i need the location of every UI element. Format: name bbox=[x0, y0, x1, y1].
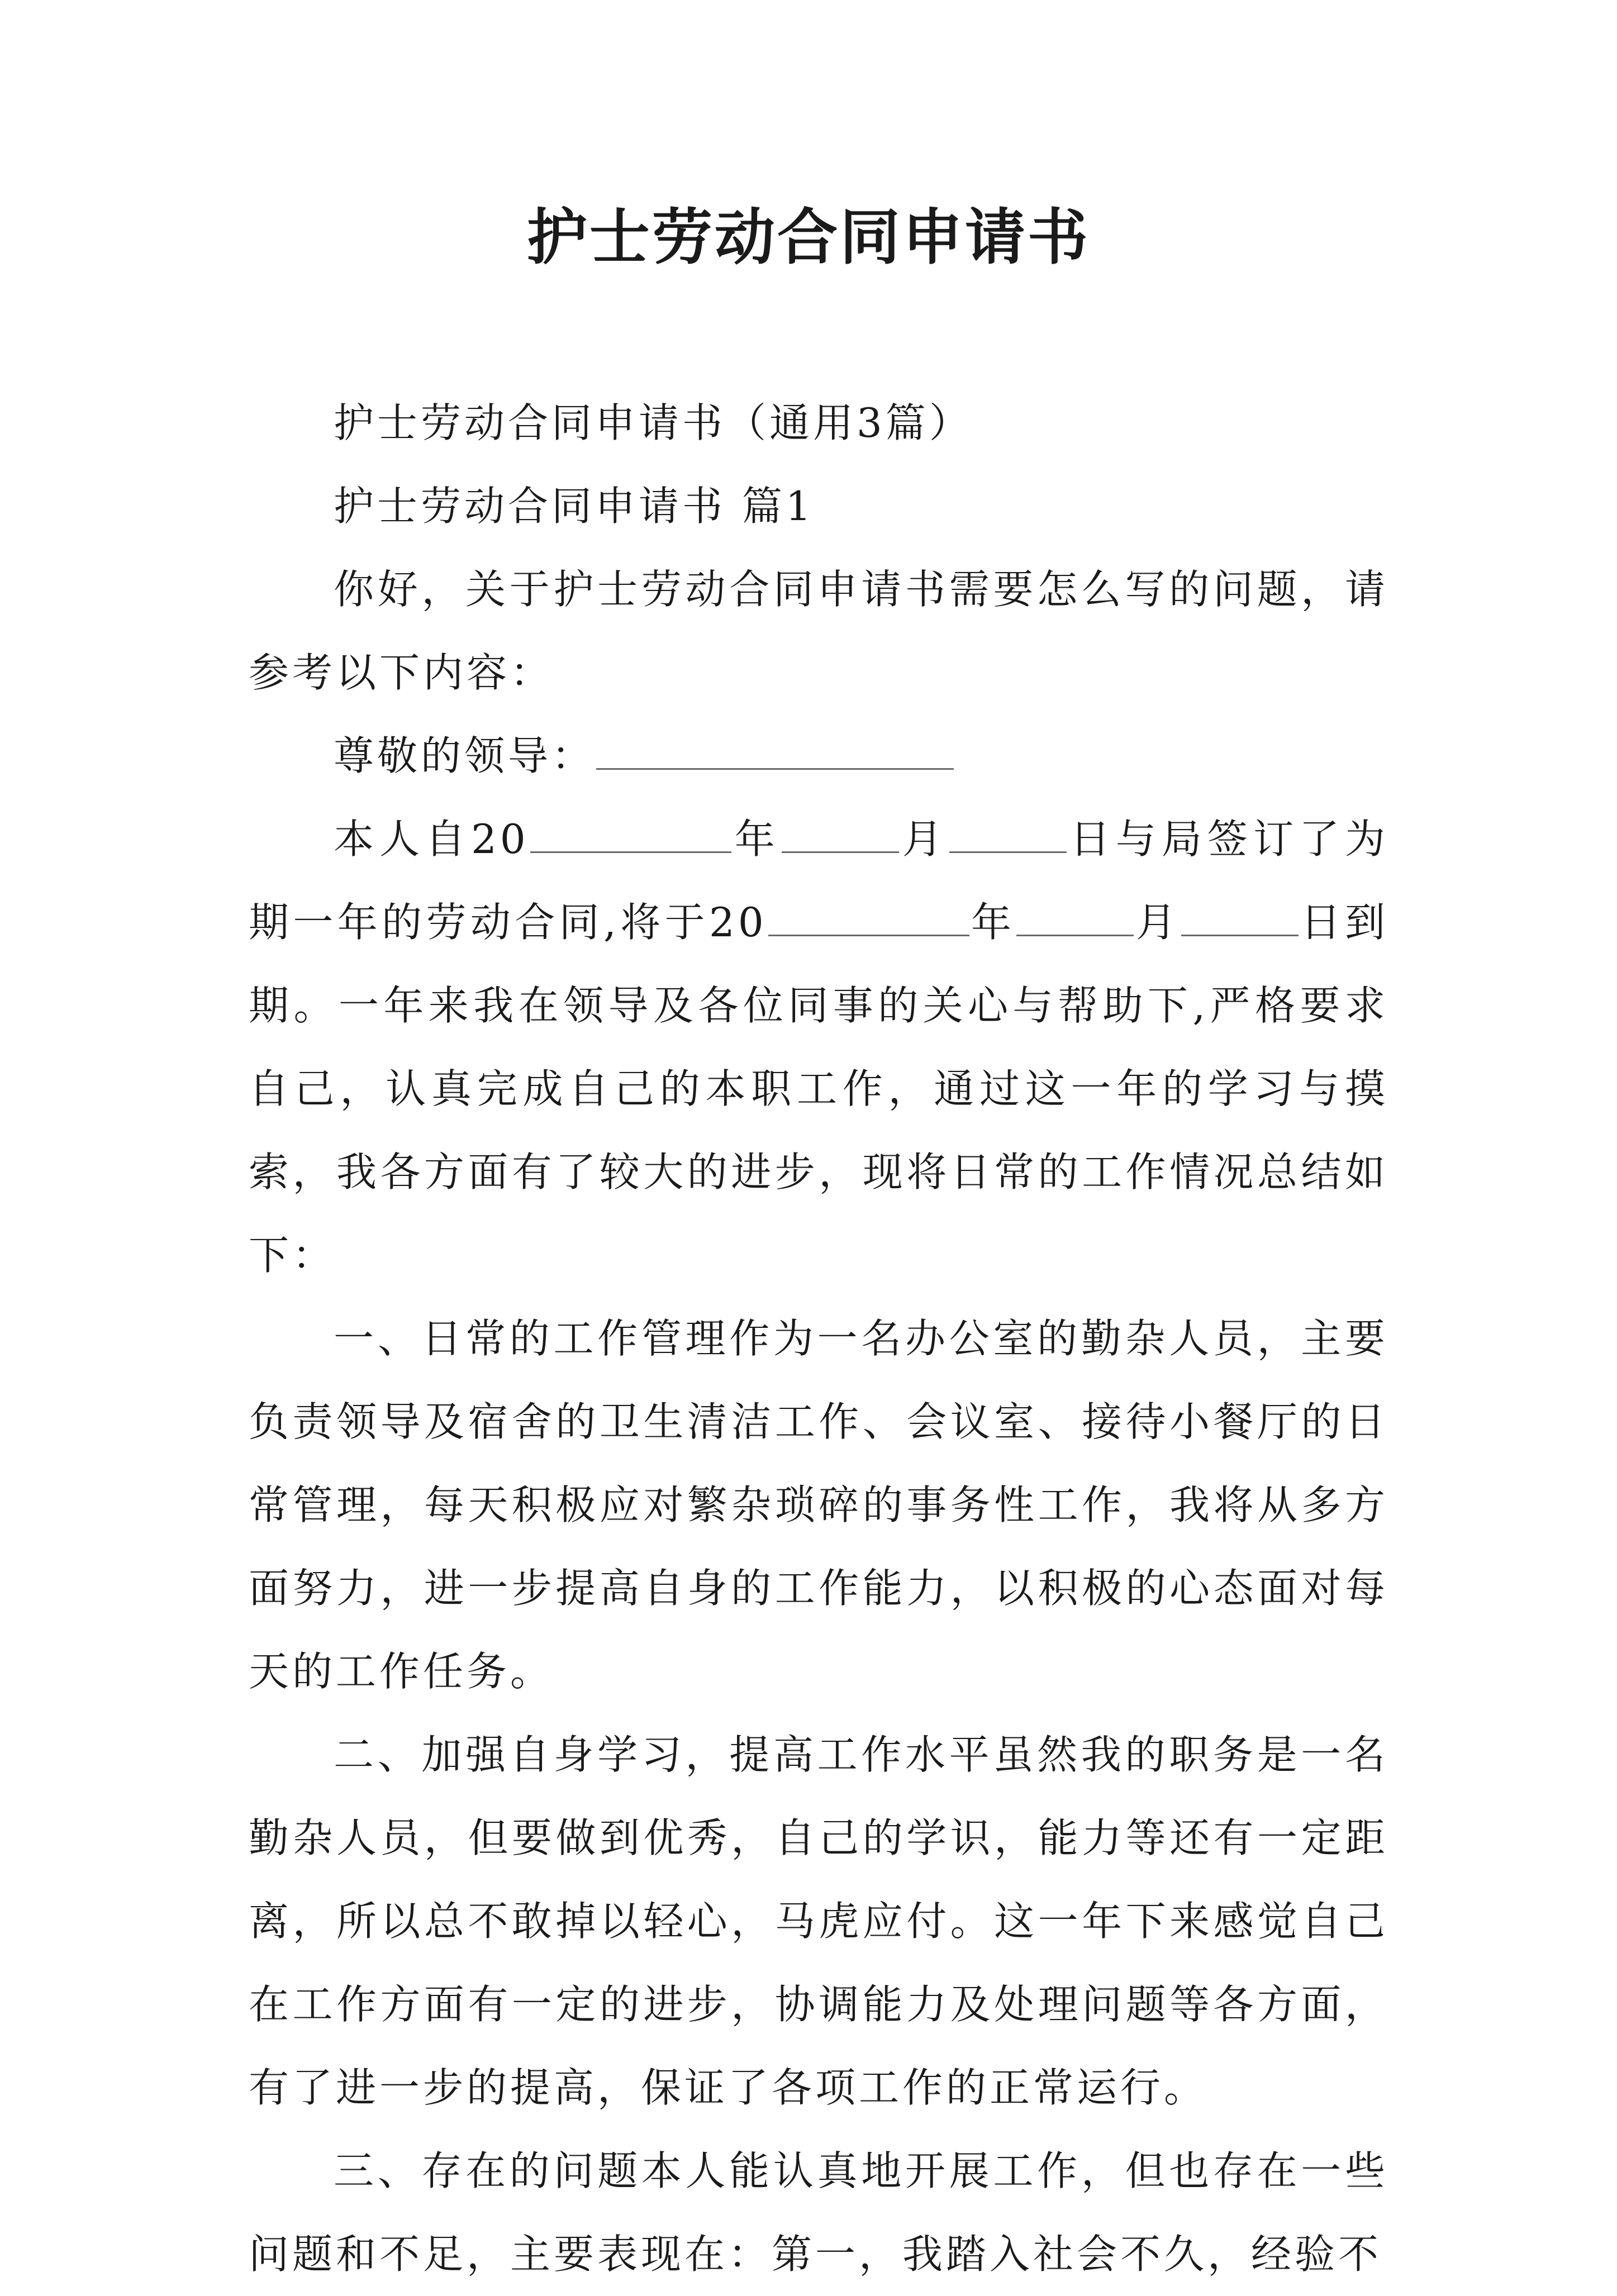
section-three-paragraph: 三、存在的问题本人能认真地开展工作，但也存在一些问题和不足，主要表现在：第一，我踏入社会不久，经验不 bbox=[249, 2147, 1388, 2278]
salutation-text: 尊敬的领导： bbox=[334, 732, 596, 779]
contract-text-6: 月 bbox=[1135, 899, 1181, 946]
contract-text-2: 年 bbox=[732, 816, 781, 863]
recipient-blank bbox=[596, 732, 954, 770]
end-year-blank bbox=[768, 899, 969, 936]
start-month-blank bbox=[782, 816, 899, 853]
contract-text-1: 本人自20 bbox=[334, 816, 529, 863]
end-month-blank bbox=[1016, 899, 1134, 936]
contract-paragraph bbox=[249, 798, 1388, 1297]
start-day-blank bbox=[949, 816, 1067, 853]
intro-paragraph: 你好，关于护士劳动合同申请书需要怎么写的问题，请参考以下内容： bbox=[249, 566, 1388, 696]
salutation-line bbox=[249, 714, 1388, 798]
contract-text-7: 日到期。一年来我在领导及各位同事的关心与帮助下,严格要求自己，认真完成自己的本职工作，通过这一年的学习与摸索，我各方面有了较大的进步，现将日常的工作情况总结如下： bbox=[249, 899, 1388, 1279]
section-heading: 护士劳动合同申请书 篇1 bbox=[334, 483, 815, 530]
document-subtitle: 护士劳动合同申请书（通用3篇） bbox=[334, 399, 973, 446]
section-two-paragraph: 二、加强自身学习，提高工作水平虽然我的职务是一名勤杂人员，但要做到优秀，自己的学识，能力等还有一定距离，所以总不敢掉以轻心，马虎应付。这一年下来感觉自己在工作方面有一定的进步，协调能力及处理问题等各方面，有了进一步的提高，保证了各项工作的正常运行。 bbox=[249, 1731, 1388, 2111]
contract-text-4: 日与局签订了为期一年的劳动合同,将于20 bbox=[249, 816, 1388, 946]
document-body bbox=[249, 382, 1388, 2296]
start-year-blank bbox=[530, 816, 731, 853]
contract-text-3: 月 bbox=[900, 816, 948, 863]
document-title: 护士劳动合同申请书 bbox=[526, 202, 1090, 273]
end-day-blank bbox=[1181, 899, 1299, 936]
section-one-paragraph: 一、日常的工作管理作为一名办公室的勤杂人员，主要负责领导及宿舍的卫生清洁工作、会议室、接待小餐厅的日常管理，每天积极应对繁杂琐碎的事务性工作，我将从多方面努力，进一步提高自身的工作能力，以积极的心态面对每天的工作任务。 bbox=[249, 1315, 1388, 1695]
contract-text-5: 年 bbox=[970, 899, 1016, 946]
